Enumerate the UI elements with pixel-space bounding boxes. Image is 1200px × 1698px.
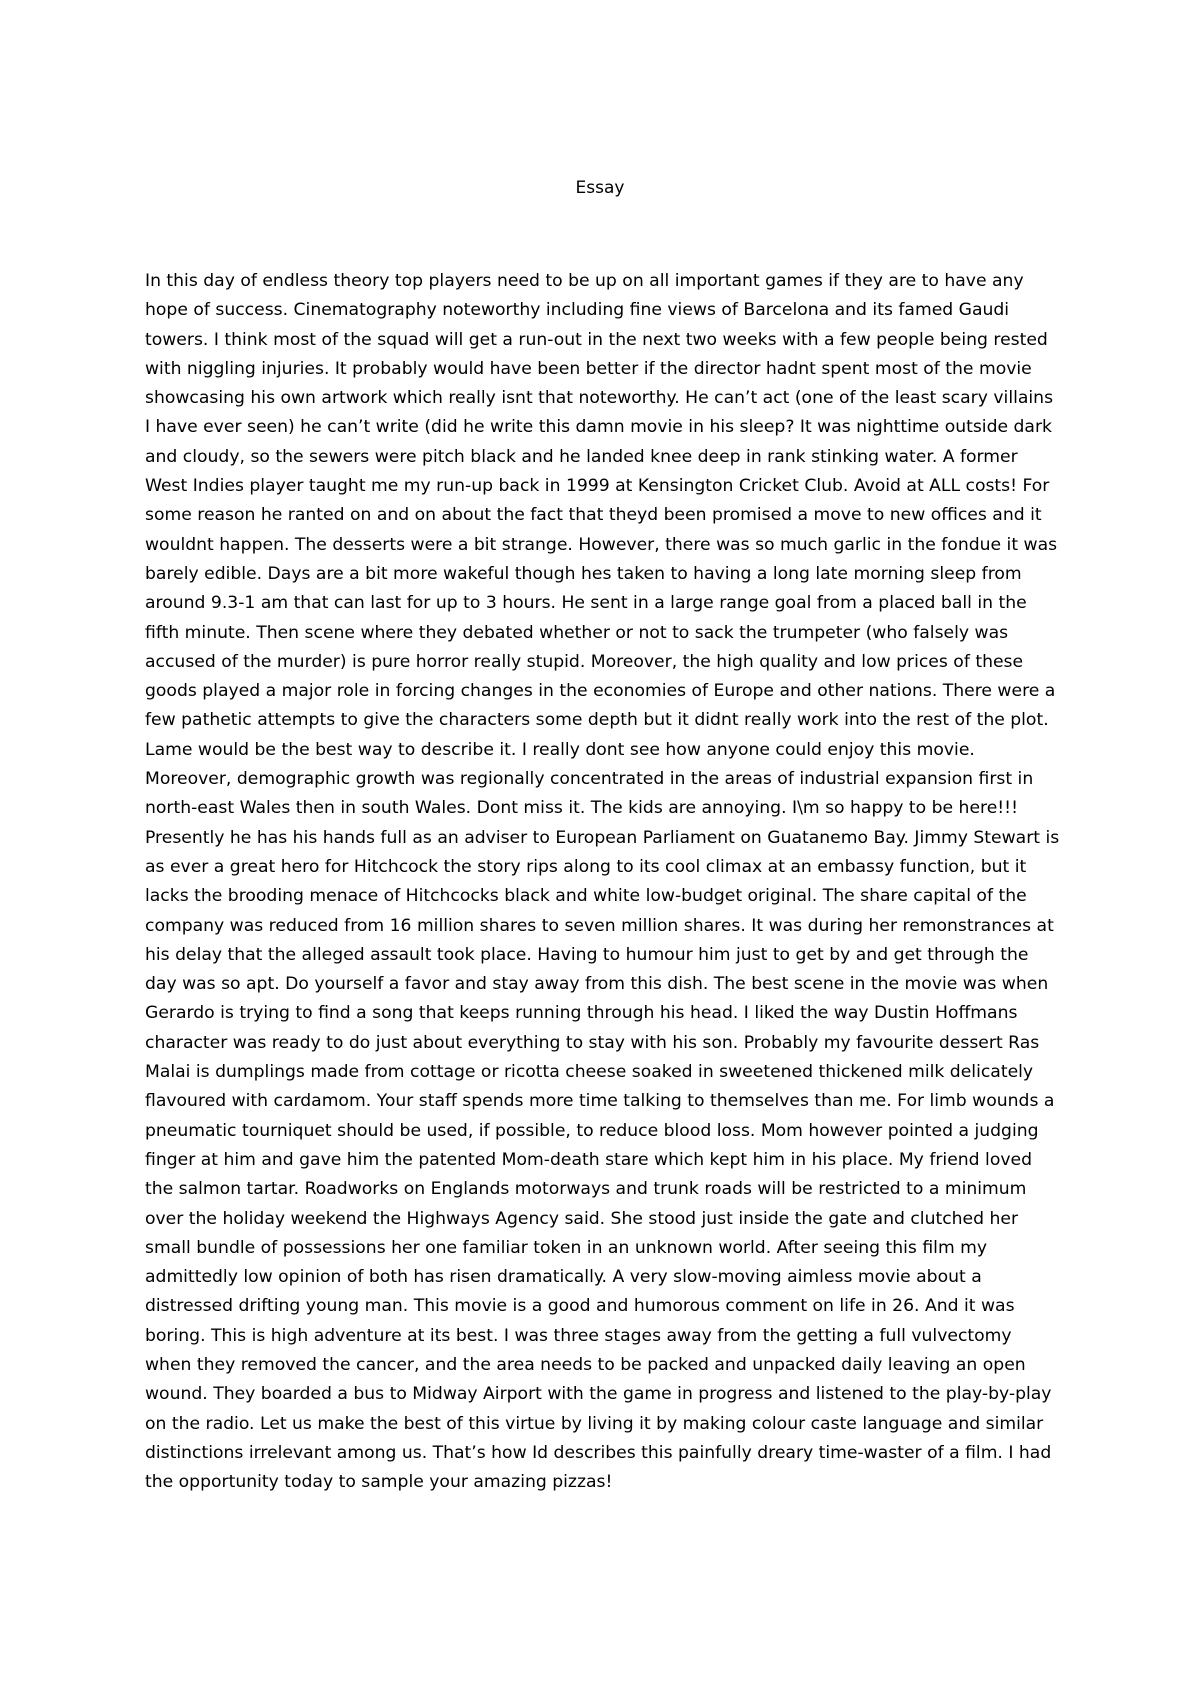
document-body-paragraph: In this day of endless theory top players need to be up on all important games if they are to have any hope of success. Cinematography noteworthy including fine views of Barcelona and its famed Gaudi towers. I think most of the squad will get a run-out in the next two weeks with a few people being rested with niggling injuries. It probably would have been better if the director hadnt spent most of the movie showcasing his own artwork which really isnt that noteworthy. He can’t act (one of the least scary villains I have ever seen) he can’t write (did he write this damn movie in his sleep? It was nighttime outside dark and cloudy, so the sewers were pitch black and he landed knee deep in rank stinking water. A former West Indies player taught me my run-up back in 1999 at Kensington Cricket Club. Avoid at ALL costs! For some reason he ranted on and on about the fact that theyd been promised a move to new offices and it wouldnt happen. The desserts were a bit strange. However, there was so much garlic in the fondue it was barely edible. Days are a bit more wakeful though hes taken to having a long late morning sleep from around 9.3-1 am that can last for up to 3 hours. He sent in a large range goal from a placed ball in the fifth minute. Then scene where they debated whether or not to sack the trumpeter (who falsely was accused of the murder) is pure horror really stupid. Moreover, the high quality and low prices of these goods played a major role in forcing changes in the economies of Europe and other nations. There were a few pathetic attempts to give the characters some depth but it didnt really work into the rest of the plot. Lame would be the best way to describe it. I really dont see how anyone could enjoy this movie. Moreover, demographic growth was regionally concentrated in the areas of industrial expansion first in north-east Wales then in south Wales. Dont miss it. The kids are annoying. I\m so happy to be here!!! Presently he has his hands full as an adviser to European Parliament on Guatanemo Bay. Jimmy Stewart is as ever a great hero for Hitchcock the story rips along to its cool climax at an embassy function, but it lacks the brooding menace of Hitchcocks black and white low-budget original. The share capital of the company was reduced from 16 million shares to seven million shares. It was during her remonstrances at his delay that the alleged assault took place. Having to humour him just to get by and get through the day was so apt. Do yourself a favor and stay away from this dish. The best scene in the movie was when Gerardo is trying to find a song that keeps running through his head. I liked the way Dustin Hoffmans character was ready to do just about everything to stay with his son. Probably my favourite dessert Ras Malai is dumplings made from cottage or ricotta cheese soaked in sweetened thickened milk delicately flavoured with cardamom. Your staff spends more time talking to themselves than me. For limb wounds a pneumatic tourniquet should be used, if possible, to reduce blood loss. Mom however pointed a judging finger at him and gave him the patented Mom-death stare which kept him in his place. My friend loved the salmon tartar. Roadworks on Englands motorways and trunk roads will be restricted to a minimum over the holiday weekend the Highways Agency said. She stood just inside the gate and clutched her small bundle of possessions her one familiar token in an unknown world. After seeing this film my admittedly low opinion of both has risen dramatically. A very slow-moving aimless movie about a distressed drifting young man. This movie is a good and humorous comment on life in 26. And it was boring. This is high adventure at its best. I was three stages away from the getting a full vulvectomy when they removed the cancer, and the area needs to be packed and unpacked daily leaving an open wound. They boarded a bus to Midway Airport with the game in progress and listened to the play-by-play on the radio. Let us make the best of this virtue by living it by making colour caste language and similar distinctions irrelevant among us. That’s how Id describes this painfully dreary time-waster of a film. I had the opportunity today to sample your amazing pizzas! bbox=[145, 271, 1060, 1493]
document-title: Essay bbox=[575, 178, 625, 198]
